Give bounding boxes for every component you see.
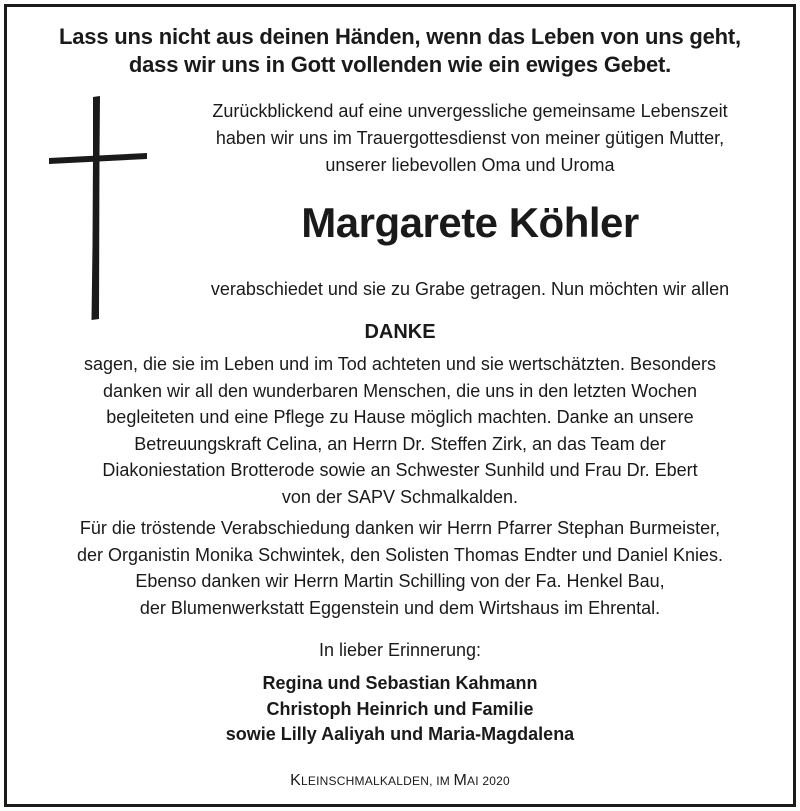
header-verse-line: dass wir uns in Gott vollenden wie ein ewiges Gebet. [128, 52, 672, 77]
paragraph-line: von der SAPV Schmalkalden. [281, 486, 519, 507]
signer-line: Christoph Heinrich und Familie [266, 698, 534, 719]
intro-text [157, 98, 783, 179]
header-verse-line: Lass uns nicht aus deinen Händen, wenn das Leben von uns geht, [59, 24, 741, 49]
place-date [7, 770, 793, 791]
paragraph-line: sagen, die sie im Leben und im Tod achteten und sie wertschätzten. Besonders [83, 354, 717, 374]
intro-line: Zurückblickend auf eine unvergessliche gemeinsame Lebenszeit [212, 101, 728, 121]
paragraph-line: Ebenso danken wir Herrn Martin Schilling von der Fa. Henkel Bau, [135, 571, 665, 591]
obituary-notice [4, 4, 796, 807]
thanks-paragraph-1 [7, 351, 793, 510]
cross-icon [47, 95, 147, 321]
paragraph-line: begleiteten und eine Pflege zu Hause möglich machten. Danke an unsere [106, 407, 694, 427]
signer-line: sowie Lilly Aaliyah und Maria-Magdalena [225, 724, 575, 744]
intro-line: haben wir uns im Trauergottesdienst von meiner gütigen Mutter, [215, 128, 725, 148]
intro-line: unserer liebevollen Oma und Uroma [325, 155, 615, 175]
paragraph-line: Für die tröstende Verabschiedung danken wir Herrn Pfarrer Stephan Burmeister, [79, 518, 721, 538]
farewell-text: verabschiedet und sie zu Grabe getragen. Nun möchten wir allen [210, 279, 730, 299]
signers-list [7, 671, 793, 748]
signer-line: Regina und Sebastian Kahmann [262, 673, 538, 693]
paragraph-line: Betreuungskraft Celina, an Herrn Dr. Steffen Zirk, an das Team der [134, 433, 666, 454]
paragraph-line: Diakoniestation Brotterode sowie an Schwester Sunhild und Frau Dr. Ebert [102, 460, 698, 480]
place-date-text: KLEINSCHMALKALDEN, IM MAI 2020 [290, 772, 510, 789]
paragraph-line: der Blumenwerkstatt Eggenstein und dem Wirtshaus im Ehrental. [139, 597, 661, 618]
thanks-title: DANKE [364, 321, 436, 343]
paragraph-line: danken wir all den wunderbaren Menschen, die uns in den letzten Wochen [102, 380, 698, 401]
deceased-name: Margarete Köhler [301, 199, 639, 246]
thanks-paragraph-2 [7, 515, 793, 621]
paragraph-line: der Organistin Monika Schwintek, den Solisten Thomas Endter und Daniel Knies. [76, 544, 723, 565]
header-verse [7, 23, 793, 79]
remembrance-label: In lieber Erinnerung: [318, 640, 482, 660]
